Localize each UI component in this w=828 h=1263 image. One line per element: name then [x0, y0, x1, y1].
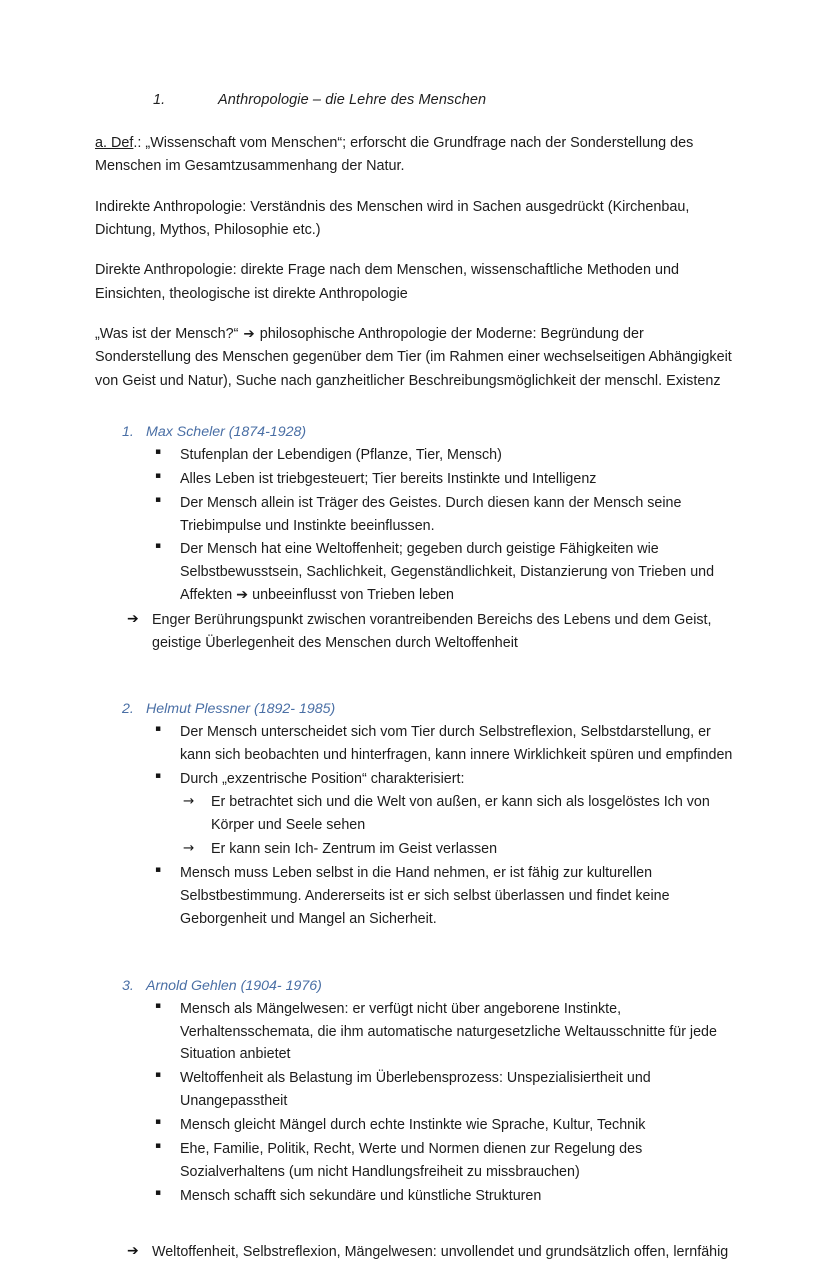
list-item — [95, 1185, 743, 1208]
section-helmut-plessner — [95, 701, 743, 931]
sub-list-item — [95, 838, 743, 861]
list-item — [95, 862, 743, 931]
list-item — [95, 538, 743, 607]
paragraph-definition — [95, 132, 743, 179]
question-answer: philosophische Anthropologie der Moderne: Begründung der Sonderstellung des Menschen gegenüber dem Tier (im Rahmen einer wechselseitigen Abhängigkeit von Geist und Natur), Suche nach ganzheitlicher Beschreibungsmöglichkeit der menschl. Existenz — [95, 325, 732, 389]
list-item — [95, 468, 743, 491]
list-item — [95, 721, 743, 767]
list-item — [95, 444, 743, 467]
section-max-scheler — [95, 424, 743, 655]
list-item-text: Der Mensch hat eine Weltoffenheit; gegeben durch geistige Fähigkeiten wie Selbstbewusstsein, Sachlichkeit, Gegenständlichkeit, Distanzierung von Trieben und Affekten ➔ unbeeinflusst von Trieben leben — [180, 541, 715, 604]
list-item — [95, 1138, 743, 1184]
list-item — [95, 1114, 743, 1137]
list-item-text: Mensch schafft sich sekundäre und künstliche Strukturen — [180, 1187, 542, 1204]
list-item-text: Mensch muss Leben selbst in die Hand nehmen, er ist fähig zur kulturellen Selbstbestimmung. Andererseits ist er sich selbst überlassen und findet keine Geborgenheit und Mangel an Sicherheit. — [180, 865, 670, 927]
list-item-text: Mensch als Mängelwesen: er verfügt nicht über angeborene Instinkte, Verhaltensschemata, die ihm automatische naturgesetzliche Weltausschnitte für jede Situation anbietet — [180, 1000, 717, 1063]
square-bullet-icon: ▪ — [155, 446, 162, 457]
square-bullet-icon: ▪ — [155, 723, 162, 734]
list-item-text: Der Mensch allein ist Träger des Geistes. Durch diesen kann der Mensch seine Triebimpulse und Instinkte beeinflussen. — [180, 494, 682, 534]
section-heading-max-scheler — [95, 424, 743, 440]
square-bullet-icon: ▪ — [155, 770, 162, 781]
square-bullet-icon: ▪ — [155, 1187, 162, 1198]
spacer — [95, 410, 743, 424]
page-title-text: Anthropologie – die Lehre des Menschen — [218, 92, 487, 108]
sub-list-item-text: Er kann sein Ich- Zentrum im Geist verlassen — [211, 841, 498, 858]
conclusion-text: Weltoffenheit, Selbstreflexion, Mängelwesen: unvollendet und grundsätzlich offen, lernfähig — [152, 1243, 729, 1260]
question-quote: „Was ist der Mensch?“ — [95, 325, 243, 342]
sub-list-item-text: Er betrachtet sich und die Welt von außen, er kann sich als losgelöstes Ich von Körper und Seele sehen — [211, 794, 710, 834]
right-arrow-icon: ➔ — [243, 325, 255, 342]
spacer — [95, 932, 743, 978]
bullet-list-helmut-plessner — [95, 721, 743, 931]
square-bullet-icon: ▪ — [155, 470, 162, 481]
list-item — [95, 998, 743, 1067]
bullet-list-max-scheler — [95, 444, 743, 607]
paragraph-indirekte-anthropologie: Indirekte Anthropologie: Verständnis des Menschen wird in Sachen ausgedrückt (Kirchenbau, Dichtung, Mythos, Philosophie etc.) — [95, 198, 690, 238]
section-number: 3. — [122, 977, 134, 994]
square-bullet-icon: ▪ — [155, 865, 162, 876]
list-item-text: Stufenplan der Lebendigen (Pflanze, Tier, Mensch) — [180, 446, 502, 463]
list-item — [95, 768, 743, 791]
list-item-text: Weltoffenheit als Belastung im Überlebensprozess: Unspezialisiertheit und Unangepasstheit — [180, 1070, 651, 1110]
spacer — [95, 1209, 743, 1239]
list-item-text: Alles Leben ist triebgesteuert; Tier bereits Instinkte und Intelligenz — [180, 470, 597, 487]
section-title: Helmut Plessner (1892- 1985) — [146, 700, 336, 717]
spacer — [95, 655, 743, 701]
section-number: 1. — [122, 423, 134, 440]
document-content — [95, 92, 743, 1263]
list-item-text: Ehe, Familie, Politik, Recht, Werte und Normen dienen zur Regelung des Sozialverhaltens (um nicht Handlungsfreiheit zu missbrauchen) — [180, 1140, 643, 1180]
section-number: 2. — [122, 700, 134, 717]
square-bullet-icon: ▪ — [155, 1070, 162, 1081]
page-title-number: 1. — [153, 92, 166, 108]
section-title: Max Scheler (1874-1928) — [146, 423, 307, 440]
page-title — [95, 92, 743, 108]
square-bullet-icon: ▪ — [155, 1000, 162, 1011]
section-heading-helmut-plessner — [95, 701, 743, 717]
sub-list-item — [95, 791, 743, 837]
list-item-text: Der Mensch unterscheidet sich vom Tier durch Selbstreflexion, Selbstdarstellung, er kann sich beobachten und hinterfragen, kann innere Wirklichkeit spüren und empfinden — [180, 723, 733, 763]
paragraph-direkte-anthropologie: Direkte Anthropologie: direkte Frage nach dem Menschen, wissenschaftliche Methoden und Einsichten, theologische ist direkte Anthropologie — [95, 262, 679, 302]
thin-right-arrow-icon: → — [183, 793, 195, 810]
bullet-list-arnold-gehlen — [95, 998, 743, 1208]
bold-right-arrow-icon: ➔ — [127, 1242, 139, 1259]
thin-right-arrow-icon: → — [183, 840, 195, 857]
definition-lead-underlined: a. Def — [95, 135, 134, 151]
square-bullet-icon: ▪ — [155, 541, 162, 552]
conclusion-max-scheler — [95, 609, 743, 655]
conclusion-text: Enger Berührungspunkt zwischen vorantreibenden Bereichs des Lebens und dem Geist, geistige Überlegenheit des Menschen durch Weltoffenheit — [152, 612, 712, 651]
paragraph-was-ist-der-mensch — [95, 323, 743, 393]
list-item-text: Durch „exzentrische Position“ charakterisiert: — [180, 770, 465, 787]
list-item-text: Mensch gleicht Mängel durch echte Instinkte wie Sprache, Kultur, Technik — [180, 1117, 646, 1134]
square-bullet-icon: ▪ — [155, 1117, 162, 1128]
section-title: Arnold Gehlen (1904- 1976) — [146, 977, 322, 994]
definition-body: .: „Wissenschaft vom Menschen“; erforscht die Grundfrage nach der Sonderstellung des Menschen im Gesamtzusammenhang der Natur. — [95, 135, 694, 175]
conclusion-final — [95, 1241, 743, 1263]
section-arnold-gehlen — [95, 978, 743, 1208]
bold-right-arrow-icon: ➔ — [127, 611, 139, 628]
section-heading-arnold-gehlen — [95, 978, 743, 994]
list-item — [95, 492, 743, 538]
square-bullet-icon: ▪ — [155, 494, 162, 505]
square-bullet-icon: ▪ — [155, 1140, 162, 1151]
list-item — [95, 1067, 743, 1113]
